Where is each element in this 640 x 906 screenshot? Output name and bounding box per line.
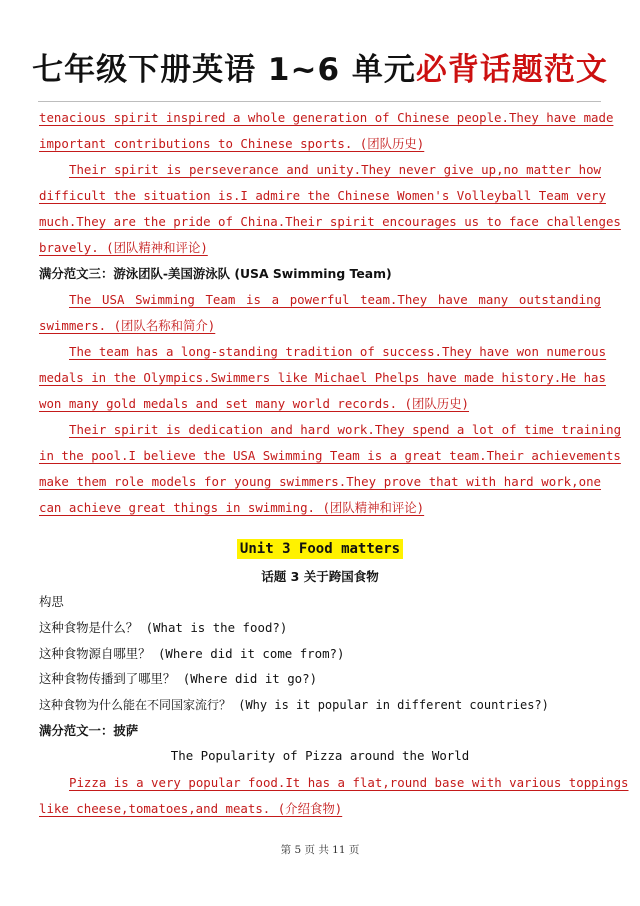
paragraph-line: important contributions to Chinese sports. (团队历史) <box>39 136 425 151</box>
page-number: 第 5 页 共 11 页 <box>280 844 360 856</box>
paragraph-line: The team has a long-standing tradition of success.They have won numerous <box>69 344 607 359</box>
outline-label: 构思 <box>39 594 64 609</box>
title-main: 七年级下册英语 1~6 单元 <box>32 52 416 88</box>
paragraph-line: difficult the situation is.I admire the Chinese Women's Volleyball Team very <box>39 188 606 203</box>
page-title <box>0 44 640 89</box>
paragraph-line: Their spirit is dedication and hard work.They spend a lot of time training <box>69 422 622 437</box>
paragraph-line: swimmers. (团队名称和简介) <box>39 318 216 333</box>
paragraph-line: in the pool.I believe the USA Swimming Team is a great team.Their achievements <box>39 448 621 463</box>
paragraph-line: tenacious spirit inspired a whole generation of Chinese people.They have made <box>39 110 614 125</box>
paragraph-line: Their spirit is perseverance and unity.They never give up,no matter how <box>69 162 601 177</box>
outline-question: 这种食物源自哪里？ (Where did it come from?) <box>39 646 345 661</box>
paragraph-line: like cheese,tomatoes,and meats. (介绍食物) <box>39 801 343 816</box>
paragraph-line: medals in the Olympics.Swimmers like Michael Phelps have made history.He has <box>39 370 606 385</box>
paragraph-line: can achieve great things in swimming. (团队精神和评论) <box>39 500 425 515</box>
paragraph-line: won many gold medals and set many world records. (团队历史) <box>39 396 470 411</box>
paragraph-line: make them role models for young swimmers.They prove that with hard work,one <box>39 474 601 489</box>
unit-label: Unit 3 Food matters <box>237 539 403 559</box>
outline-question: 这种食物是什么？ (What is the food?) <box>39 620 288 635</box>
essay-heading: 满分范文三：游泳团队-美国游泳队 (USA Swimming Team) <box>39 266 392 281</box>
paragraph-line: Pizza is a very popular food.It has a flat,round base with various toppings <box>69 775 629 790</box>
essay-title: The Popularity of Pizza around the World <box>170 748 470 763</box>
outline-question: 这种食物传播到了哪里？ (Where did it go?) <box>39 671 318 686</box>
essay-heading: 满分范文一：披萨 <box>39 723 139 738</box>
topic-heading: 话题 3 关于跨国食物 <box>261 569 379 584</box>
paragraph-line: bravely. (团队精神和评论) <box>39 240 208 255</box>
paragraph-line: The USA Swimming Team is a powerful team.They have many outstanding <box>69 292 601 307</box>
outline-question: 这种食物为什么能在不同国家流行？ (Why is it popular in different countries?) <box>39 698 549 712</box>
header-divider <box>38 101 601 102</box>
paragraph-line: much.They are the pride of China.Their spirit encourages us to face challenges <box>39 214 621 229</box>
unit-heading <box>0 538 640 557</box>
title-highlight: 必背话题范文 <box>415 52 608 88</box>
